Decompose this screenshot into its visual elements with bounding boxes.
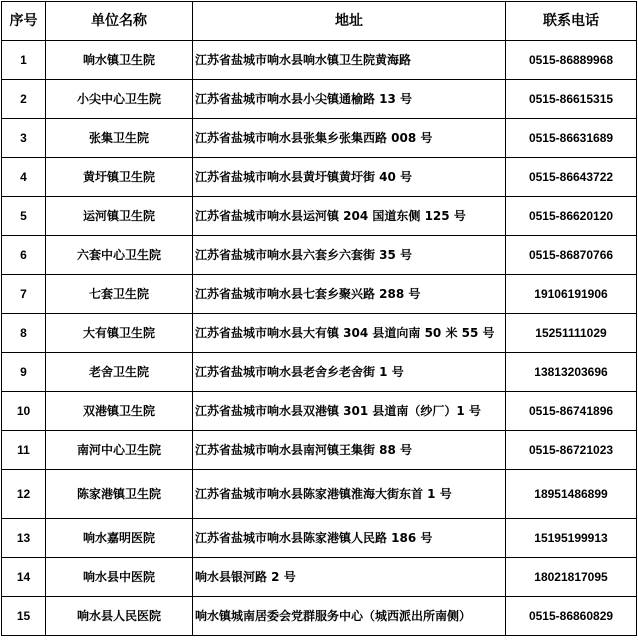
row-unit-name: 小尖中心卫生院 [46, 80, 193, 119]
header-unit-name: 单位名称 [46, 2, 193, 41]
row-index: 13 [2, 519, 46, 558]
table-row [2, 197, 637, 236]
row-unit-name: 陈家港镇卫生院 [46, 470, 193, 519]
row-unit-name: 运河镇卫生院 [46, 197, 193, 236]
row-unit-name: 响水嘉明医院 [46, 519, 193, 558]
table-row [2, 392, 637, 431]
header-index: 序号 [2, 2, 46, 41]
row-phone: 0515-86889968 [506, 41, 637, 80]
row-address: 江苏省盐城市响水县双港镇 301 县道南（纱厂）1 号 [193, 392, 506, 431]
row-index: 10 [2, 392, 46, 431]
row-address: 江苏省盐城市响水县大有镇 304 县道向南 50 米 55 号 [193, 314, 506, 353]
table-row [2, 597, 637, 636]
table-body [2, 41, 637, 636]
row-unit-name: 张集卫生院 [46, 119, 193, 158]
row-index: 14 [2, 558, 46, 597]
row-address: 江苏省盐城市响水县七套乡聚兴路 288 号 [193, 275, 506, 314]
row-phone: 13813203696 [506, 353, 637, 392]
row-unit-name: 双港镇卫生院 [46, 392, 193, 431]
table-row [2, 314, 637, 353]
table-row [2, 119, 637, 158]
row-address: 江苏省盐城市响水县六套乡六套街 35 号 [193, 236, 506, 275]
row-phone: 0515-86721023 [506, 431, 637, 470]
row-address: 江苏省盐城市响水县黄圩镇黄圩街 40 号 [193, 158, 506, 197]
row-address: 江苏省盐城市响水县陈家港镇人民路 186 号 [193, 519, 506, 558]
row-phone: 0515-86631689 [506, 119, 637, 158]
row-address: 江苏省盐城市响水县小尖镇通榆路 13 号 [193, 80, 506, 119]
row-phone: 0515-86643722 [506, 158, 637, 197]
row-phone: 0515-86860829 [506, 597, 637, 636]
row-unit-name: 南河中心卫生院 [46, 431, 193, 470]
header-phone: 联系电话 [506, 2, 637, 41]
table-row [2, 519, 637, 558]
row-index: 1 [2, 41, 46, 80]
row-index: 12 [2, 470, 46, 519]
unit-contact-table [1, 1, 637, 636]
row-address: 响水镇城南居委会党群服务中心（城西派出所南侧） [193, 597, 506, 636]
row-unit-name: 老舍卫生院 [46, 353, 193, 392]
table-row [2, 158, 637, 197]
row-address: 江苏省盐城市响水县响水镇卫生院黄海路 [193, 41, 506, 80]
row-index: 4 [2, 158, 46, 197]
header-address: 地址 [193, 2, 506, 41]
row-unit-name: 响水县人民医院 [46, 597, 193, 636]
table-row [2, 353, 637, 392]
row-unit-name: 响水镇卫生院 [46, 41, 193, 80]
table-row [2, 431, 637, 470]
row-index: 11 [2, 431, 46, 470]
table-row [2, 470, 637, 519]
row-phone: 0515-86870766 [506, 236, 637, 275]
row-address: 江苏省盐城市响水县老舍乡老舍街 1 号 [193, 353, 506, 392]
row-unit-name: 大有镇卫生院 [46, 314, 193, 353]
row-address: 江苏省盐城市响水县运河镇 204 国道东侧 125 号 [193, 197, 506, 236]
row-index: 2 [2, 80, 46, 119]
row-index: 15 [2, 597, 46, 636]
row-unit-name: 七套卫生院 [46, 275, 193, 314]
table-row [2, 558, 637, 597]
row-address: 江苏省盐城市响水县陈家港镇淮海大街东首 1 号 [193, 470, 506, 519]
table-row [2, 41, 637, 80]
row-phone: 15195199913 [506, 519, 637, 558]
row-index: 8 [2, 314, 46, 353]
row-index: 5 [2, 197, 46, 236]
row-index: 7 [2, 275, 46, 314]
row-phone: 0515-86620120 [506, 197, 637, 236]
row-unit-name: 黄圩镇卫生院 [46, 158, 193, 197]
row-index: 6 [2, 236, 46, 275]
row-phone: 0515-86741896 [506, 392, 637, 431]
row-phone: 0515-86615315 [506, 80, 637, 119]
row-address: 江苏省盐城市响水县张集乡张集西路 008 号 [193, 119, 506, 158]
row-unit-name: 六套中心卫生院 [46, 236, 193, 275]
row-address: 江苏省盐城市响水县南河镇王集街 88 号 [193, 431, 506, 470]
row-phone: 19106191906 [506, 275, 637, 314]
row-unit-name: 响水县中医院 [46, 558, 193, 597]
row-address: 响水县银河路 2 号 [193, 558, 506, 597]
row-index: 9 [2, 353, 46, 392]
table-row [2, 275, 637, 314]
row-phone: 18951486899 [506, 470, 637, 519]
row-phone: 18021817095 [506, 558, 637, 597]
row-phone: 15251111029 [506, 314, 637, 353]
table-header-row [2, 2, 637, 41]
table-row [2, 80, 637, 119]
table-row [2, 236, 637, 275]
row-index: 3 [2, 119, 46, 158]
